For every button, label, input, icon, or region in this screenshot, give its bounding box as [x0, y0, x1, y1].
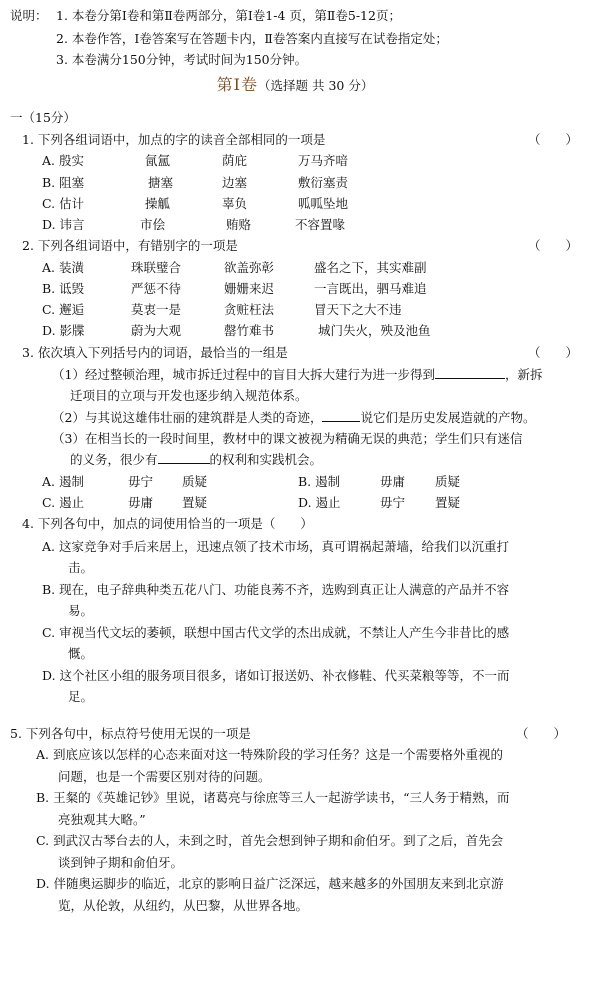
q1-option-a-4: 万马齐喑	[298, 153, 349, 168]
q1-option-c-4: 呱呱坠地	[298, 196, 349, 211]
q3-sentence-3b	[70, 449, 322, 470]
q4-stem: 4. 下列各句中，加点的词使用恰当的一项是（ ）	[22, 516, 313, 531]
q3-s1-text-a: （1）经过整顿治理，城市拆迁过程中的盲目大拆大建行为进一步得到	[52, 367, 435, 382]
q2-option-b-1: B. 诋毁	[42, 281, 85, 296]
q3-blank-2[interactable]	[322, 408, 360, 422]
q3-option-b-2: 毋庸	[380, 474, 406, 489]
q2-option-d-4: 城门失火，殃及池鱼	[318, 323, 431, 338]
q5-answer-paren: （ ）	[516, 726, 567, 741]
q4-option-b-line1: B. 现在，电子辞典种类五花八门、功能良莠不齐，选购到真正让人满意的产品并不容	[42, 582, 510, 597]
q4-option-d-line1: D. 这个社区小组的服务项目很多，诸如订报送奶、补衣修鞋、代买菜粮等等，不一而	[42, 668, 510, 683]
q1-option-a-1: A. 殷实	[42, 153, 84, 168]
q4-option-b-line2: 易。	[68, 603, 94, 618]
q3-stem: 3. 依次填入下列括号内的词语，最恰当的一组是	[22, 345, 288, 360]
q3-option-c-3: 置疑	[182, 495, 208, 510]
note-3: 3. 本卷满分150分钟，考试时间为150分钟。	[56, 52, 308, 67]
q2-option-a-3: 欲盖弥彰	[224, 260, 275, 275]
q2-option-d-2: 蔚为大观	[131, 323, 182, 338]
q2-option-a-1: A. 装潢	[42, 260, 84, 275]
q3-option-b-3: 质疑	[435, 474, 461, 489]
q2-answer-paren: （ ）	[528, 238, 579, 253]
q1-option-b-2: 搪塞	[148, 175, 174, 190]
q5-option-a-line2: 问题，也是一个需要区别对待的问题。	[58, 769, 271, 784]
notes-label: 说明：	[10, 8, 48, 23]
q3-option-d-1: D. 遏止	[298, 495, 341, 510]
q1-option-c-2: 操觚	[145, 196, 171, 211]
q1-stem: 1. 下列各组词语中，加点的字的读音全部相同的一项是	[22, 132, 326, 147]
q3-option-a-1: A. 遏制	[42, 474, 84, 489]
q3-option-c-1: C. 遏止	[42, 495, 85, 510]
q3-option-d-2: 毋宁	[380, 495, 406, 510]
note-1: 1. 本卷分第Ⅰ卷和第Ⅱ卷两部分，第Ⅰ卷1-4 页，第Ⅱ卷5-12页；	[56, 8, 401, 23]
q5-option-c-line2: 谈到钟子期和俞伯牙。	[58, 855, 184, 870]
q4-option-a-line2: 击。	[68, 560, 94, 575]
q5-option-c-line1: C. 到武汉古琴台去的人，未到之时，首先会想到钟子期和俞伯牙。到了之后，首先会	[36, 833, 504, 848]
q3-sentence-1	[52, 364, 542, 385]
q1-option-d-2: 市侩	[140, 217, 166, 232]
q1-option-b-1: B. 阻塞	[42, 175, 85, 190]
q3-s3-text-b: 的义务，很少有	[70, 452, 158, 467]
q3-s2-text-a: （2）与其说这雄伟壮丽的建筑群是人类的奇迹，	[52, 410, 323, 425]
q3-option-a-2: 毋宁	[128, 474, 154, 489]
q5-stem: 5. 下列各句中，标点符号使用无误的一项是	[10, 726, 251, 741]
q3-option-b-1: B. 遏制	[298, 474, 341, 489]
section-title-main: 第Ⅰ卷	[216, 75, 258, 94]
q1-option-b-4: 敷衍塞责	[298, 175, 349, 190]
q3-option-d-3: 置疑	[435, 495, 461, 510]
q1-option-c-1: C. 估计	[42, 196, 85, 211]
q1-option-d-4: 不容置喙	[295, 217, 346, 232]
section-title-sub: （选择题 共 30 分）	[258, 78, 374, 93]
q2-stem: 2. 下列各组词语中，有错别字的一项是	[22, 238, 238, 253]
q3-s1-text-c: 迁项目的立项与开发也逐步纳入规范体系。	[70, 388, 308, 403]
q4-option-c-line1: C. 审视当代文坛的萎顿，联想中国古代文学的杰出成就，不禁让人产生今非昔比的感	[42, 625, 510, 640]
q3-blank-3[interactable]	[158, 450, 210, 464]
q1-option-d-3: 贿赂	[226, 217, 252, 232]
q2-option-b-3: 姗姗来迟	[224, 281, 275, 296]
part-heading: 一（15分）	[10, 110, 76, 125]
q5-option-a-line1: A. 到底应该以怎样的心态来面对这一特殊阶段的学习任务？这是一个需要格外重视的	[36, 747, 503, 762]
q5-option-d-line2: 览，从伦敦，从纽约，从巴黎，从世界各地。	[58, 898, 309, 913]
section-title	[0, 74, 590, 96]
q1-option-c-3: 辜负	[222, 196, 248, 211]
q3-s3-text-c: 的权利和实践机会。	[209, 452, 323, 467]
q2-option-d-1: D. 影牒	[42, 323, 85, 338]
note-2: 2. 本卷作答，Ⅰ卷答案写在答题卡内，Ⅱ卷答案内直接写在试卷指定处；	[56, 31, 448, 46]
q2-option-c-1: C. 邂逅	[42, 302, 85, 317]
q2-option-d-3: 罄竹难书	[224, 323, 275, 338]
q5-option-d-line1: D. 伴随奥运脚步的临近，北京的影响日益广泛深远，越来越多的外国朋友来到北京游	[36, 876, 504, 891]
q2-option-c-2: 莫衷一是	[131, 302, 182, 317]
q3-s3-text-a: （3）在相当长的一段时间里，教材中的课文被视为精确无误的典范；学生们只有迷信	[52, 431, 523, 446]
q2-option-c-3: 贪赃枉法	[224, 302, 275, 317]
q2-option-a-2: 珠联璧合	[131, 260, 182, 275]
q3-sentence-2	[52, 407, 535, 428]
q4-option-c-line2: 慨。	[68, 646, 94, 661]
q1-option-a-2: 氤氲	[145, 153, 171, 168]
q1-option-b-3: 边塞	[222, 175, 248, 190]
q3-blank-1[interactable]	[435, 365, 505, 379]
q1-option-a-3: 荫庇	[222, 153, 248, 168]
q2-option-b-2: 严惩不待	[131, 281, 182, 296]
q2-option-a-4: 盛名之下，其实难副	[314, 260, 427, 275]
q5-option-b-line2: 亮独观其大略。”	[58, 812, 146, 827]
q3-s2-text-b: 说它们是历史发展造就的产物。	[360, 410, 536, 425]
q4-option-a-line1: A. 这家竞争对手后来居上，迅速点领了技术市场，真可谓祸起萧墙，给我们以沉重打	[42, 539, 509, 554]
q3-option-c-2: 毋庸	[128, 495, 154, 510]
q2-option-c-4: 冒天下之大不违	[314, 302, 402, 317]
q3-answer-paren: （ ）	[528, 345, 579, 360]
q1-answer-paren: （ ）	[528, 132, 579, 147]
q3-option-a-3: 质疑	[182, 474, 208, 489]
q5-option-b-line1: B. 王粲的《英雄记钞》里说，诸葛亮与徐庶等三人一起游学读书，“三人务于精熟，而	[36, 790, 510, 805]
q4-option-d-line2: 足。	[68, 689, 94, 704]
q1-option-d-1: D. 讳言	[42, 217, 85, 232]
q2-option-b-4: 一言既出，驷马难追	[314, 281, 427, 296]
q3-s1-text-b: ，新拆	[504, 367, 543, 382]
